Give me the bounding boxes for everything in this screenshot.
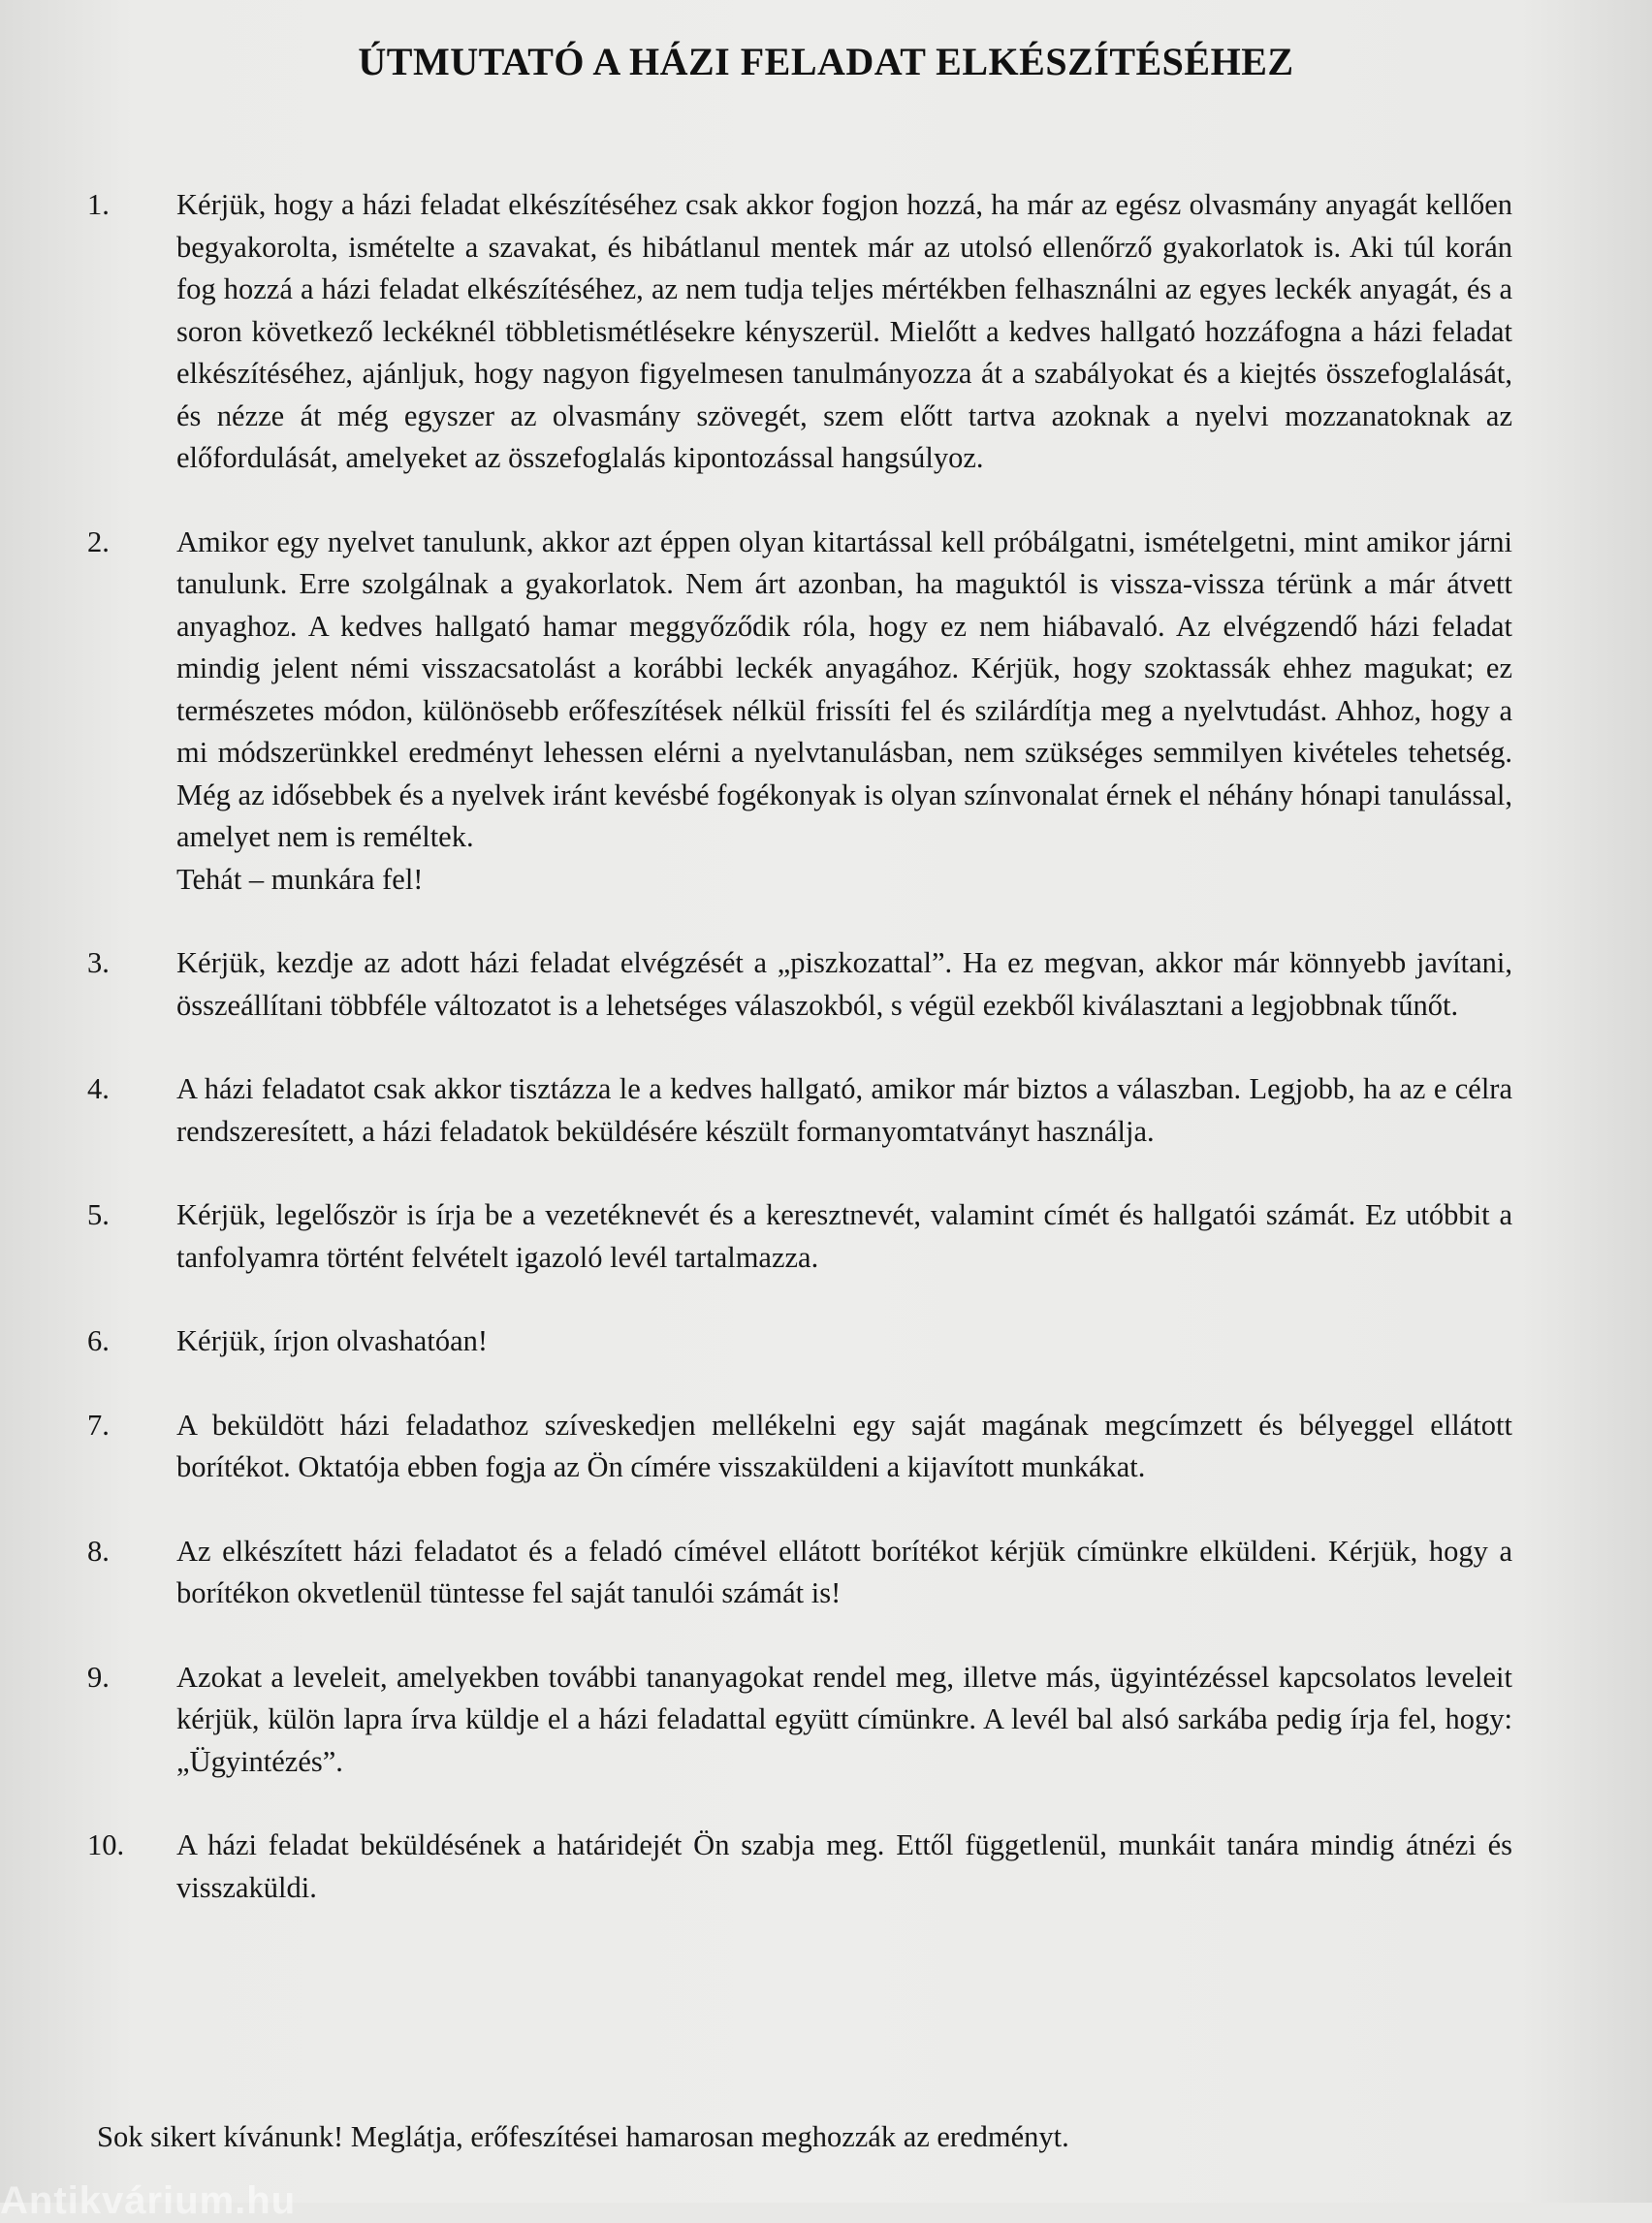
item-text: Kérjük, írjon olvashatóan! <box>176 1324 489 1357</box>
item-number: 1. <box>87 188 110 221</box>
item-number: 6. <box>87 1324 110 1357</box>
item-text: Kérjük, legelőször is írja be a vezetéknevét és a keresztnevét, valamint címét és hallgatói számát. Ez utóbbit a tanfolyamra történt felvételt igazoló levél tartalmazza. <box>176 1198 1512 1274</box>
list-item <box>87 522 1512 902</box>
list-item <box>87 1194 1512 1279</box>
item-number: 2. <box>87 524 110 558</box>
item-number: 7. <box>87 1408 110 1442</box>
item-number: 4. <box>87 1072 110 1105</box>
item-number: 9. <box>87 1660 110 1694</box>
list-item <box>87 1320 1512 1363</box>
item-number: 8. <box>87 1534 110 1568</box>
item-text: Amikor egy nyelvet tanulunk, akkor azt éppen olyan kitartással kell próbálgatni, ismételgetni, mint amikor járni tanulunk. Erre szolgálnak a gyakorlatok. Nem árt azonban, ha maguktól is vissza-vissza térünk a már átvett anyaghoz. A kedves hallgató hamar meggyőződik róla, hogy ez nem hiábavaló. Az elvégzendő házi feladat mindig jelent némi visszacsatolást a korábbi leckék anyagához. Kérjük, hogy szoktassák ehhez magukat; ez természetes módon, különösebb erőfeszítések nélkül frissíti fel és szilárdítja meg a nyelvtudást. Ahhoz, hogy a mi módszerünkkel eredményt lehessen elérni a nyelvtanulásban, nem szükséges semmilyen kivételes tehetség. Még az idősebbek és a nyelvek iránt kevésbé fogékonyak is olyan színvonalat érnek el néhány hónapi tanulással, amelyet nem is reméltek. <box>176 524 1512 853</box>
item-number: 10. <box>87 1828 125 1861</box>
item-number: 5. <box>87 1198 110 1231</box>
list-item <box>87 1825 1512 1909</box>
list-item <box>87 942 1512 1027</box>
item-number: 3. <box>87 946 110 979</box>
item-text: Kérjük, kezdje az adott házi feladat elvégzését a „piszkozattal”. Ha ez megvan, akkor már könnyebb javítani, összeállítani többféle változatot is a lehetséges válaszokból, s végül ezekből kiválasztani a legjobbnak tűnőt. <box>176 946 1512 1022</box>
list-item <box>87 1405 1512 1489</box>
closing-remark: Sok sikert kívánunk! Meglátja, erőfeszítései hamarosan meghozzák az eredményt. <box>97 2120 1069 2153</box>
list-item <box>87 1068 1512 1153</box>
instruction-list <box>87 184 1512 1951</box>
item-text: A beküldött házi feladathoz szíveskedjen mellékelni egy saját magának megcímzett és bélyeggel ellátott borítékot. Oktatója ebben fogja az Ön címére visszaküldeni a kijavított munkákat. <box>176 1408 1512 1483</box>
list-item <box>87 1657 1512 1784</box>
item-text: A házi feladatot csak akkor tisztázza le a kedves hallgató, amikor már biztos a válaszban. Legjobb, ha az e célra rendszeresített, a házi feladatok beküldésére készült formanyomtatványt használja. <box>176 1072 1512 1148</box>
item-text: Kérjük, hogy a házi feladat elkészítéséhez csak akkor fogjon hozzá, ha már az egész olvasmány anyagát kellően begyakorolta, ismételte a szavakat, és hibátlanul mentek már az utolsó ellenőrző gyakorlatok is. Aki túl korán fog hozzá a házi feladat elkészítéséhez, az nem tudja teljes mértékben felhasználni az egyes leckék anyagát, és a soron következő leckéknél többletismétlésekre kényszerül. Mielőtt a kedves hallgató hozzáfogna a házi feladat elkészítéséhez, ajánljuk, hogy nagyon figyelmesen tanulmányozza át a szabályokat és a kiejtés összefoglalását, és nézze át még egyszer az olvasmány szövegét, szem előtt tartva azoknak a nyelvi mozzanatoknak az előfordulását, amelyeket az összefoglalás kipontozással hangsúlyoz. <box>176 188 1512 474</box>
list-item <box>87 184 1512 480</box>
watermark: Antikvárium.hu <box>0 2179 297 2222</box>
item-text: Az elkészített házi feladatot és a feladó címével ellátott borítékot kérjük címünkre elküldeni. Kérjük, hogy a borítékon okvetlenül tüntesse fel saját tanulói számát is! <box>176 1534 1512 1609</box>
item-exclamation: Tehát – munkára fel! <box>176 862 424 896</box>
item-text: A házi feladat beküldésének a határidejét Ön szabja meg. Ettől függetlenül, munkáit tanára mindig átnézi és visszaküldi. <box>176 1828 1512 1904</box>
item-text: Azokat a leveleit, amelyekben további tananyagokat rendel meg, illetve más, ügyintézéssel kapcsolatos leveleit kérjük, külön lapra írva küldje el a házi feladattal együtt címünkre. A levél bal alsó sarkába pedig írja fel, hogy: „Ügyintézés”. <box>176 1660 1512 1778</box>
page-title: ÚTMUTATÓ A HÁZI FELADAT ELKÉSZÍTÉSÉHEZ <box>358 40 1294 83</box>
list-item <box>87 1531 1512 1615</box>
